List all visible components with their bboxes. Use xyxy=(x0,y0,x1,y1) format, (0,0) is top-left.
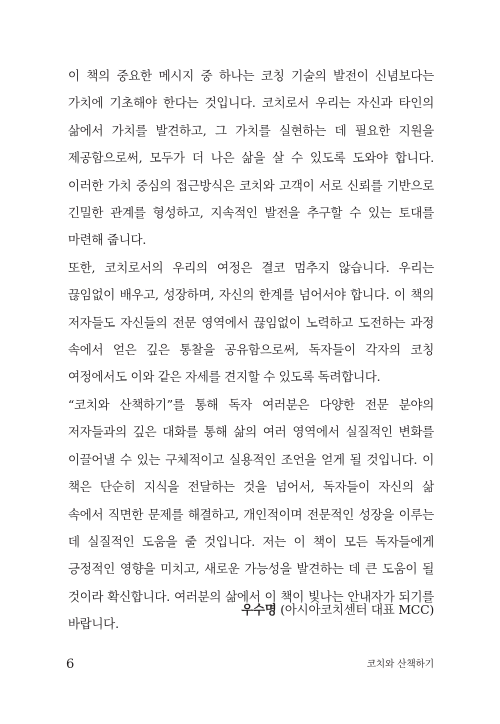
paragraph-1: 이 책의 중요한 메시지 중 하나는 코칭 기술의 발전이 신념보다는 가치에 기초해야 한다는 것입니다. 코치로서 우리는 자신과 타인의 삶에서 가치를 발견하고, 그 가치를 실현하는 데 필요한 지원을 제공함으로써, 모두가 더 나은 삶을 살 수 있도록 도와야 합니다. 이러한 가치 중심의 접근방식은 코치와 고객이 서로 신뢰를 기반으로 긴밀한 관계를 형성하고, 지속적인 발전을 추구할 수 있는 토대를 마련해 줍니다. xyxy=(68,68,434,248)
signature xyxy=(241,600,434,620)
signature-affiliation: (아시아코치센터 대표 MCC) xyxy=(280,602,434,617)
page-number: 6 xyxy=(66,657,75,672)
body-text xyxy=(68,62,434,638)
paragraph-2: 또한, 코치로서의 우리의 여정은 결코 멈추지 않습니다. 우리는 끊임없이 배우고, 성장하며, 자신의 한계를 넘어서야 합니다. 이 책의 저자들도 자신들의 전문 영역에서 끊임없이 노력하고 도전하는 과정 속에서 얻은 깊은 통찰을 공유함으로써, 독자들이 각자의 코칭 여정에서도 이와 같은 자세를 견지할 수 있도록 독려합니다. xyxy=(68,259,434,385)
paragraph-3: “코치와 산책하기”를 통해 독자 여러분은 다양한 전문 분야의 저자들과의 깊은 대화를 통해 삶의 여러 영역에서 실질적인 변화를 이끌어낼 수 있는 구체적이고 실용적인 조언을 얻게 될 것입니다. 이 책은 단순히 지식을 전달하는 것을 넘어서, 독자들이 자신의 삶 속에서 직면한 문제를 해결하고, 개인적이며 전문적인 성장을 이루는 데 실질적인 도움을 줄 것입니다. 저는 이 책이 모든 독자들에게 긍정적인 영향을 미치고, 새로운 가능성을 발견하는 데 큰 도움이 될 것이라 확신합니다. 여러분의 삶에서 이 책이 빛나는 안내자가 되기를 바랍니다. xyxy=(68,396,434,632)
running-title: 코치와 산책하기 xyxy=(366,659,434,670)
signature-name: 우수명 xyxy=(241,602,277,617)
